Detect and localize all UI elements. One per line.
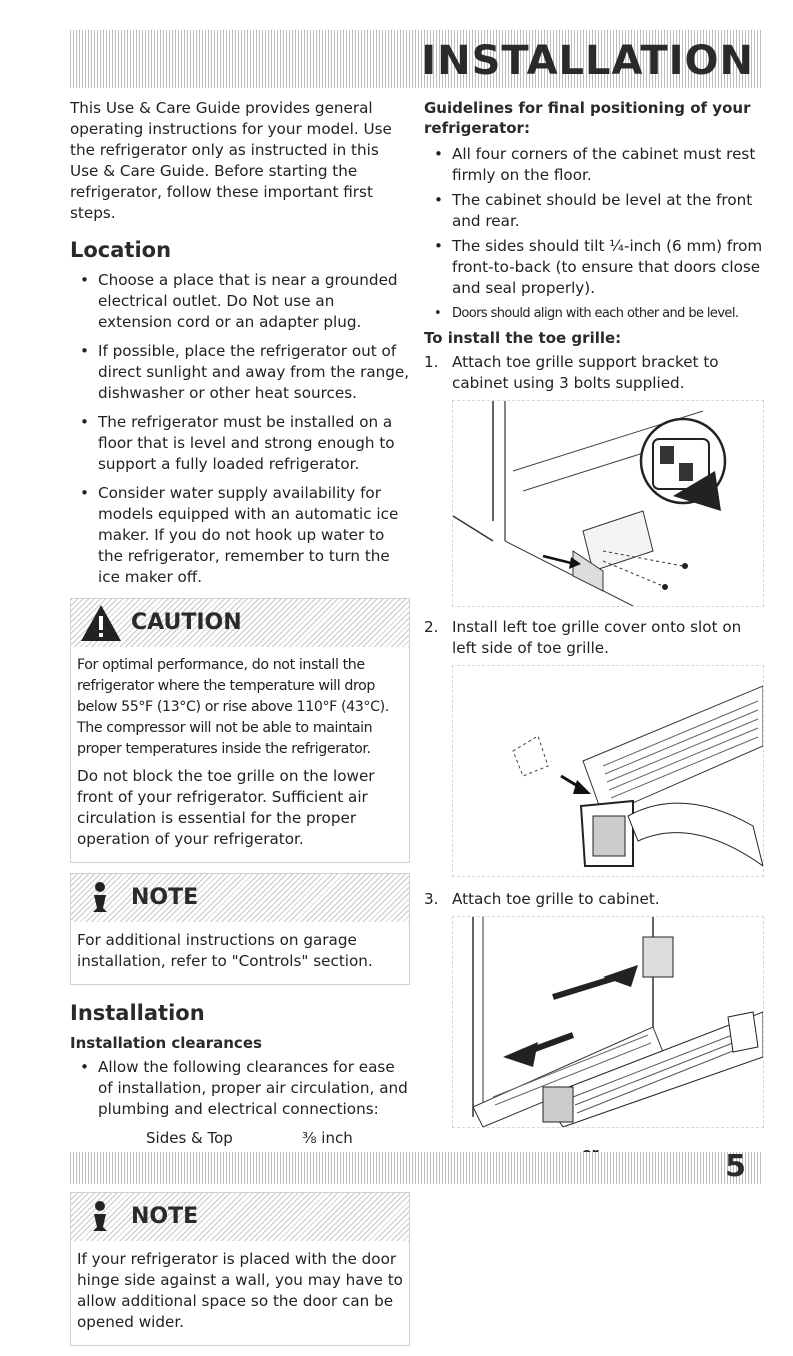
page-number: 5 (725, 1149, 746, 1184)
note-text: For additional instructions on garage installation, refer to "Controls" section. (77, 931, 373, 970)
right-column (424, 98, 764, 1136)
list-item: • Doors should align with each other and be level. (452, 303, 764, 324)
note-icon (85, 878, 115, 918)
intro-text: This Use & Care Guide provides general operating instructions for your model. Use the refrigerator only as instructed in this Use & Care Guide. Before starting the refrigerator, follow these important first steps. (70, 99, 392, 222)
note-header (71, 1193, 409, 1241)
location-list (70, 270, 410, 588)
list-item: • All four corners of the cabinet must rest firmly on the floor. (452, 144, 764, 186)
clearances-heading: Installation clearances (70, 1034, 262, 1052)
note-header (71, 874, 409, 922)
caution-text-2: Do not block the toe grille on the lower front of your refrigerator. Sufficient air circulation is essential for the proper operation of your refrigerator. (77, 767, 375, 848)
list-item: • Allow the following clearances for ease of installation, proper air circulation, and plumbing and electrical connections: (98, 1057, 410, 1120)
step-number: 2. (424, 618, 439, 636)
note-title: NOTE (131, 1204, 199, 1229)
step-number: 3. (424, 890, 439, 908)
caution-title: CAUTION (131, 610, 242, 635)
note-title: NOTE (131, 885, 199, 910)
guidelines-list (424, 144, 764, 324)
page-footer (70, 1149, 762, 1184)
toe-grille-heading: To install the toe grille: (424, 329, 622, 347)
warning-icon (79, 603, 123, 643)
step-text: Attach toe grille to cabinet. (452, 890, 660, 908)
guidelines-heading: Guidelines for final positioning of your refrigerator: (424, 99, 751, 137)
toe-grille-steps-2 (424, 617, 764, 659)
list-item: • If possible, place the refrigerator out of direct sunlight and away from the range, dishwasher or other heat sources. (98, 341, 410, 404)
clearances-list (70, 1057, 410, 1120)
list-item: • Consider water supply availability for models equipped with an automatic ice maker. If you do not hook up water to the refrigerator, remember to turn the ice maker off. (98, 483, 410, 588)
note-text: If your refrigerator is placed with the door hinge side against a wall, you may have to allow additional space so the door can be opened wider. (77, 1250, 403, 1331)
note-icon (85, 1197, 115, 1237)
toe-grille-steps (424, 352, 764, 394)
note-box-2 (70, 1192, 410, 1346)
clearance-label: Sides & Top (146, 1129, 233, 1147)
note-box (70, 873, 410, 985)
step-item (424, 617, 764, 659)
bracket-illustration (452, 400, 764, 607)
clearance-row (70, 1124, 410, 1152)
installation-heading: Installation (70, 1001, 205, 1025)
list-item: • The cabinet should be level at the front and rear. (452, 190, 764, 232)
step-item (424, 352, 764, 394)
section-title: INSTALLATION (421, 38, 754, 84)
caution-box (70, 598, 410, 863)
section-banner (70, 30, 762, 88)
step-text: Install left toe grille cover onto slot on left side of toe grille. (452, 618, 742, 657)
list-item: • Choose a place that is near a grounded electrical outlet. Do Not use an extension cord or an adapter plug. (98, 270, 410, 333)
list-item: • The refrigerator must be installed on a floor that is level and strong enough to support a fully loaded refrigerator. (98, 412, 410, 475)
caution-text: For optimal performance, do not install the refrigerator where the temperature will drop below 55°F (13°C) or rise above 110°F (43°C). The compressor will not be able to maintain proper temperatures inside the refrigerator. (77, 657, 389, 757)
list-item: • The sides should tilt ¼-inch (6 mm) from front-to-back (to ensure that doors close and seal properly). (452, 236, 764, 299)
toe-grille-steps-3 (424, 889, 764, 910)
location-heading: Location (70, 238, 172, 262)
caution-header (71, 599, 409, 647)
clearance-value: ⅜ inch (302, 1129, 353, 1147)
step-item (424, 889, 764, 910)
step-text: Attach toe grille support bracket to cabinet using 3 bolts supplied. (452, 353, 719, 392)
attach-grille-illustration (452, 916, 764, 1128)
step-number: 1. (424, 353, 439, 371)
grille-cover-illustration (452, 665, 764, 877)
